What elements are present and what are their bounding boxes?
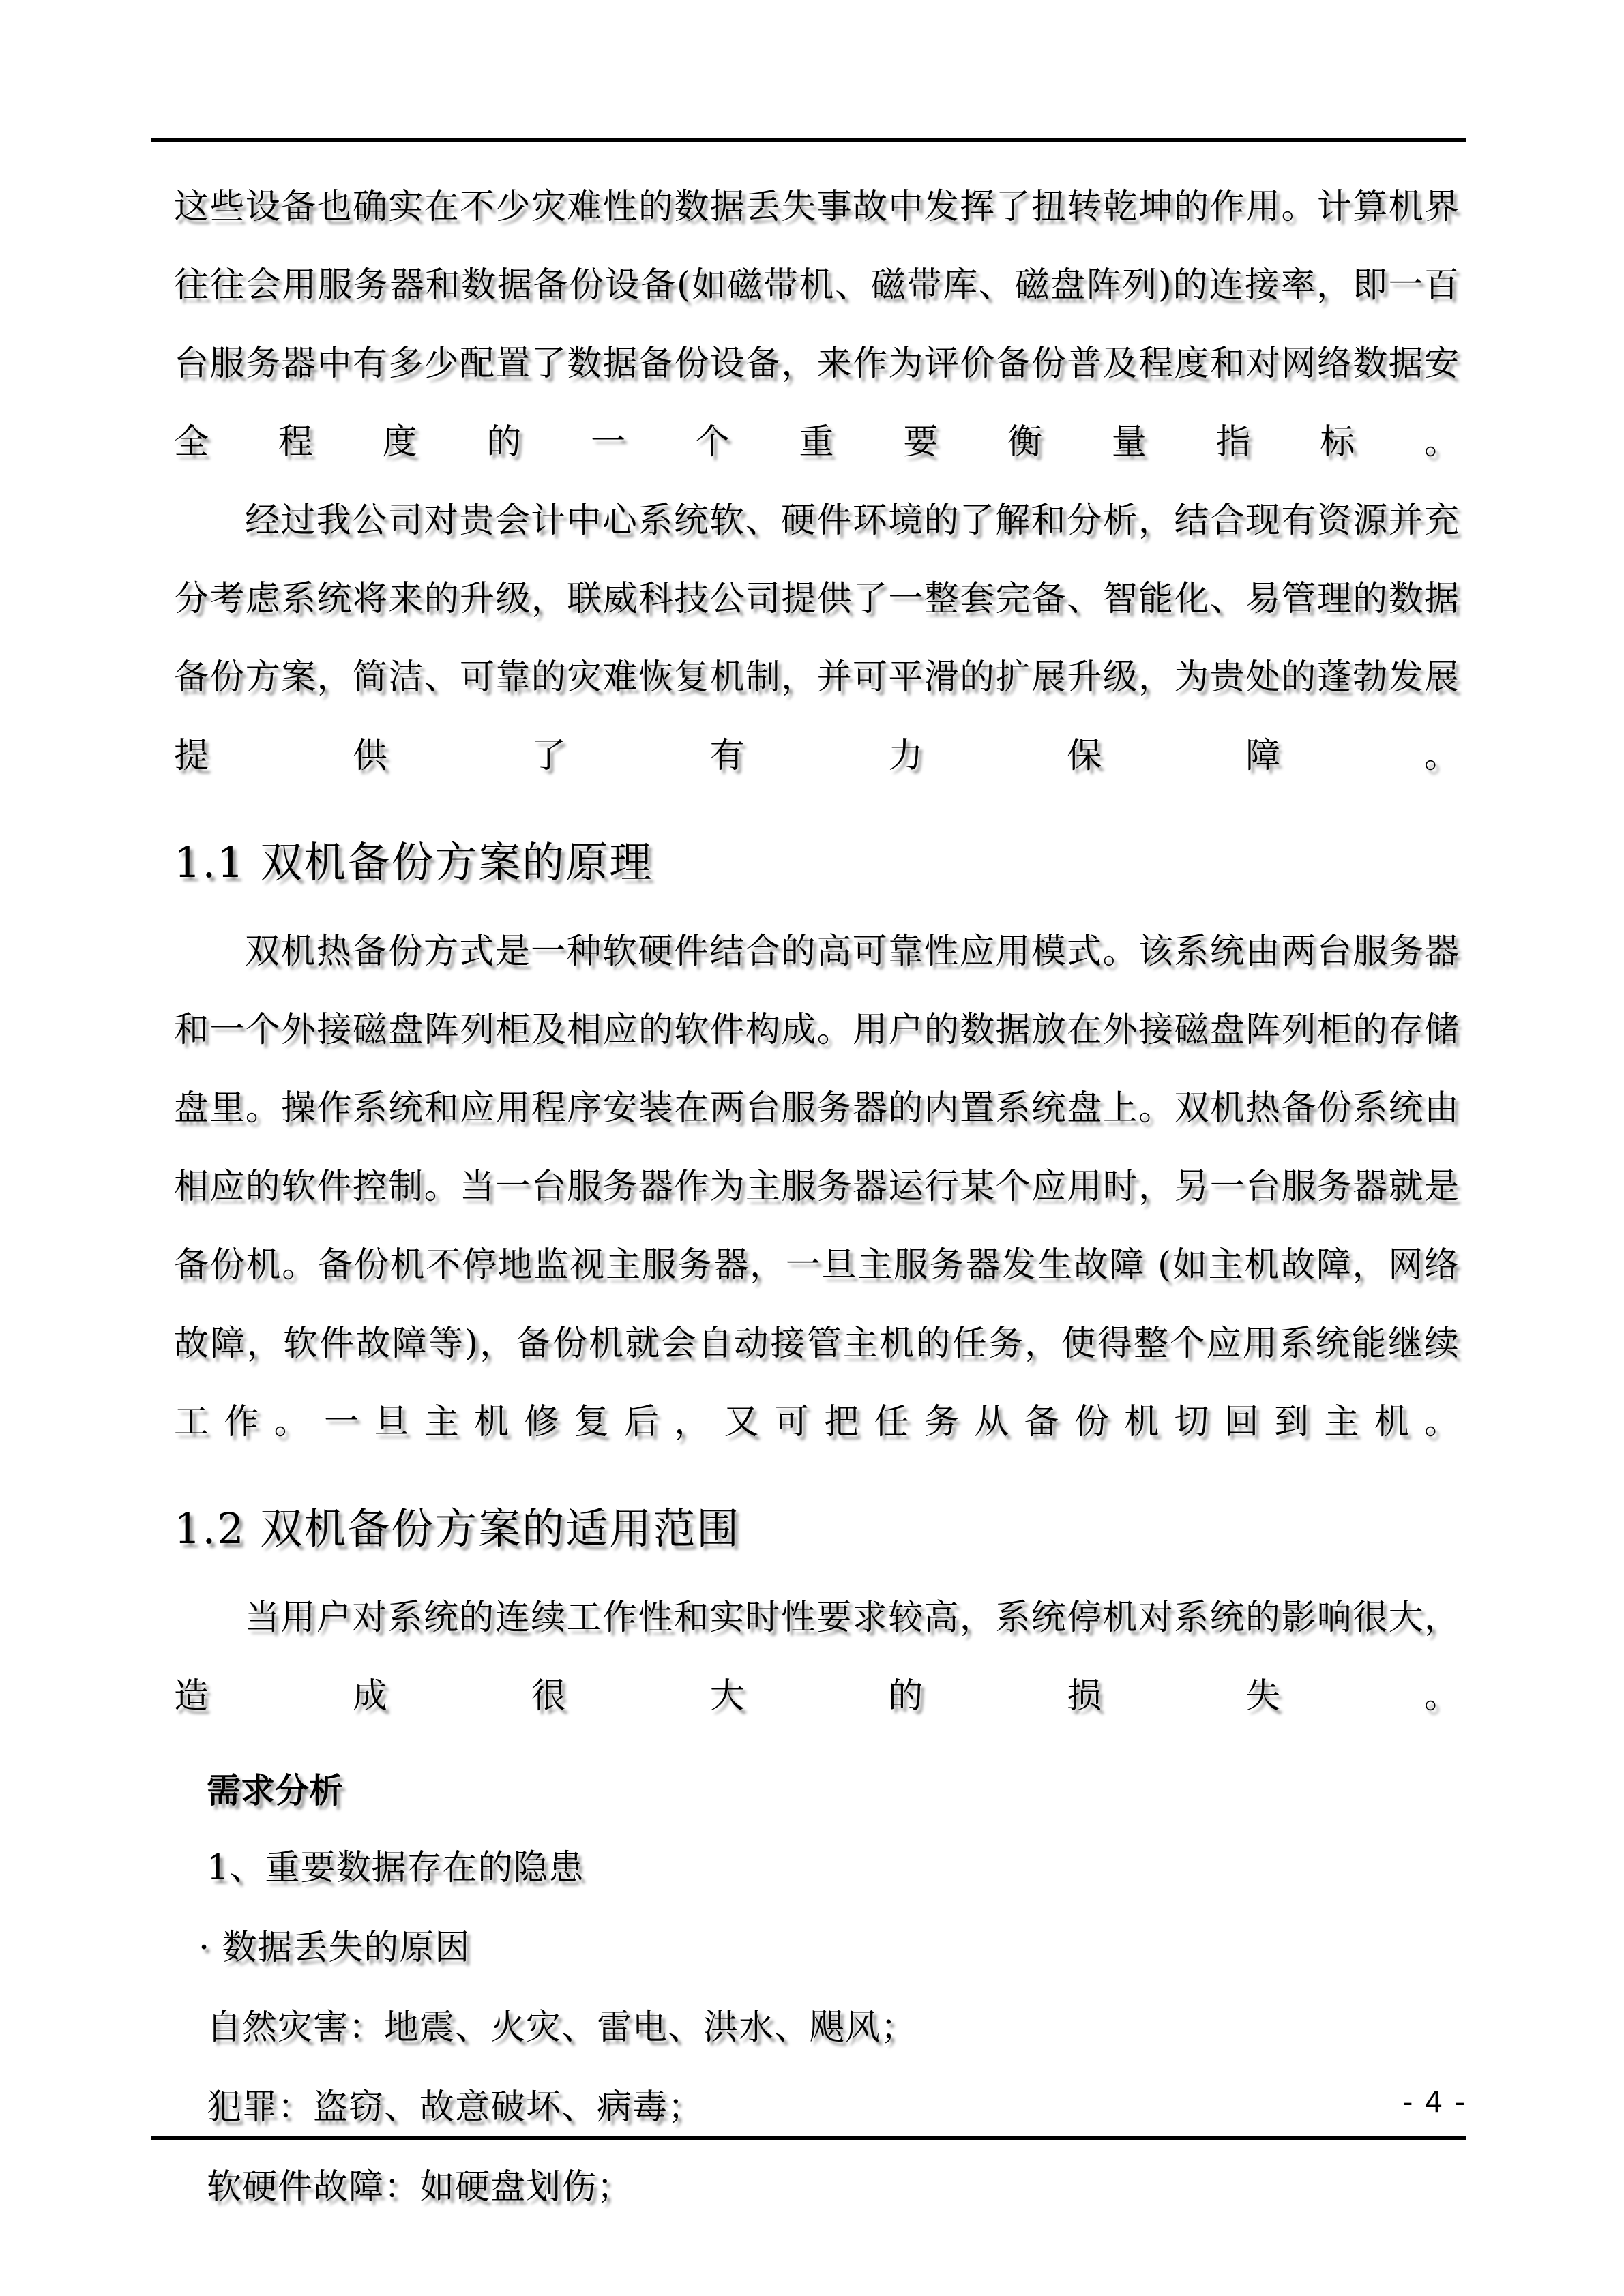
spacer — [174, 1561, 1460, 1579]
list-item-cause-hardware-software-failure: 软硬件故障：如硬盘划伤； — [207, 2167, 633, 2207]
list-item-cause-crime: 犯罪：盗窃、故意破坏、病毒； — [207, 2087, 704, 2128]
document-body — [174, 168, 1460, 2227]
list-item-numbered-1: 1、重要数据存在的隐患 — [207, 1848, 585, 1888]
heading-section-1-2: 1.2 双机备份方案的适用范围 — [174, 1504, 741, 1553]
header-rule — [151, 138, 1466, 142]
list-item-bullet-1: · 数据丢失的原因 — [198, 1928, 471, 1968]
spacer — [174, 795, 1460, 831]
heading-section-1-1: 1.1 双机备份方案的原理 — [174, 837, 653, 887]
paragraph-section-1-2-body: 当用户对系统的连续工作性和实时性要求较高，系统停机对系统的影响很大，造成很大的损失。 — [174, 1598, 1460, 1716]
paragraph-intro-2: 经过我公司对贵会计中心系统软、硬件环境的了解和分析，结合现有资源并充分考虑系统将来的升级，联威科技公司提供了一整套完备、智能化、易管理的数据备份方案，简洁、可靠的灾难恢复机制，并可平滑的扩展升级，为贵处的蓬勃发展提供了有力保障。 — [174, 501, 1460, 776]
spacer — [174, 1735, 1460, 1753]
footer-rule — [151, 2136, 1466, 2140]
sub-label-requirements-analysis: 需求分析 — [207, 1770, 343, 1810]
paragraph-intro-1: 这些设备也确实在不少灾难性的数据丢失事故中发挥了扭转乾坤的作用。计算机界往往会用服务器和数据备份设备(如磁带机、磁带库、磁盘阵列)的连接率，即一百台服务器中有多少配置了数据备份设备，来作为评价备份普及程度和对网络数据安全程度的一个重要衡量指标。 — [174, 187, 1460, 462]
paragraph-section-1-1-body: 双机热备份方式是一种软硬件结合的高可靠性应用模式。该系统由两台服务器和一个外接磁盘阵列柜及相应的软件构成。用户的数据放在外接磁盘阵列柜的存储盘里。操作系统和应用程序安装在两台服务器的内置系统盘上。双机热备份系统由相应的软件控制。当一台服务器作为主服务器运行某个应用时，另一台服务器就是备份机。备份机不停地监视主服务器，一旦主服务器发生故障 (如主机故障，网络故障，软件故障等)，备份机就会自动接管主机的任务，使得整个应用系统能继续工作。一旦主机修复后，又可把任务从备份机切回到主机。 — [174, 931, 1460, 1442]
list-item-cause-natural-disaster: 自然灾害：地震、火灾、雷电、洪水、飓风； — [207, 2008, 917, 2048]
spacer — [174, 1461, 1460, 1497]
spacer — [174, 895, 1460, 912]
page-number: - 4 - — [1402, 2085, 1466, 2119]
